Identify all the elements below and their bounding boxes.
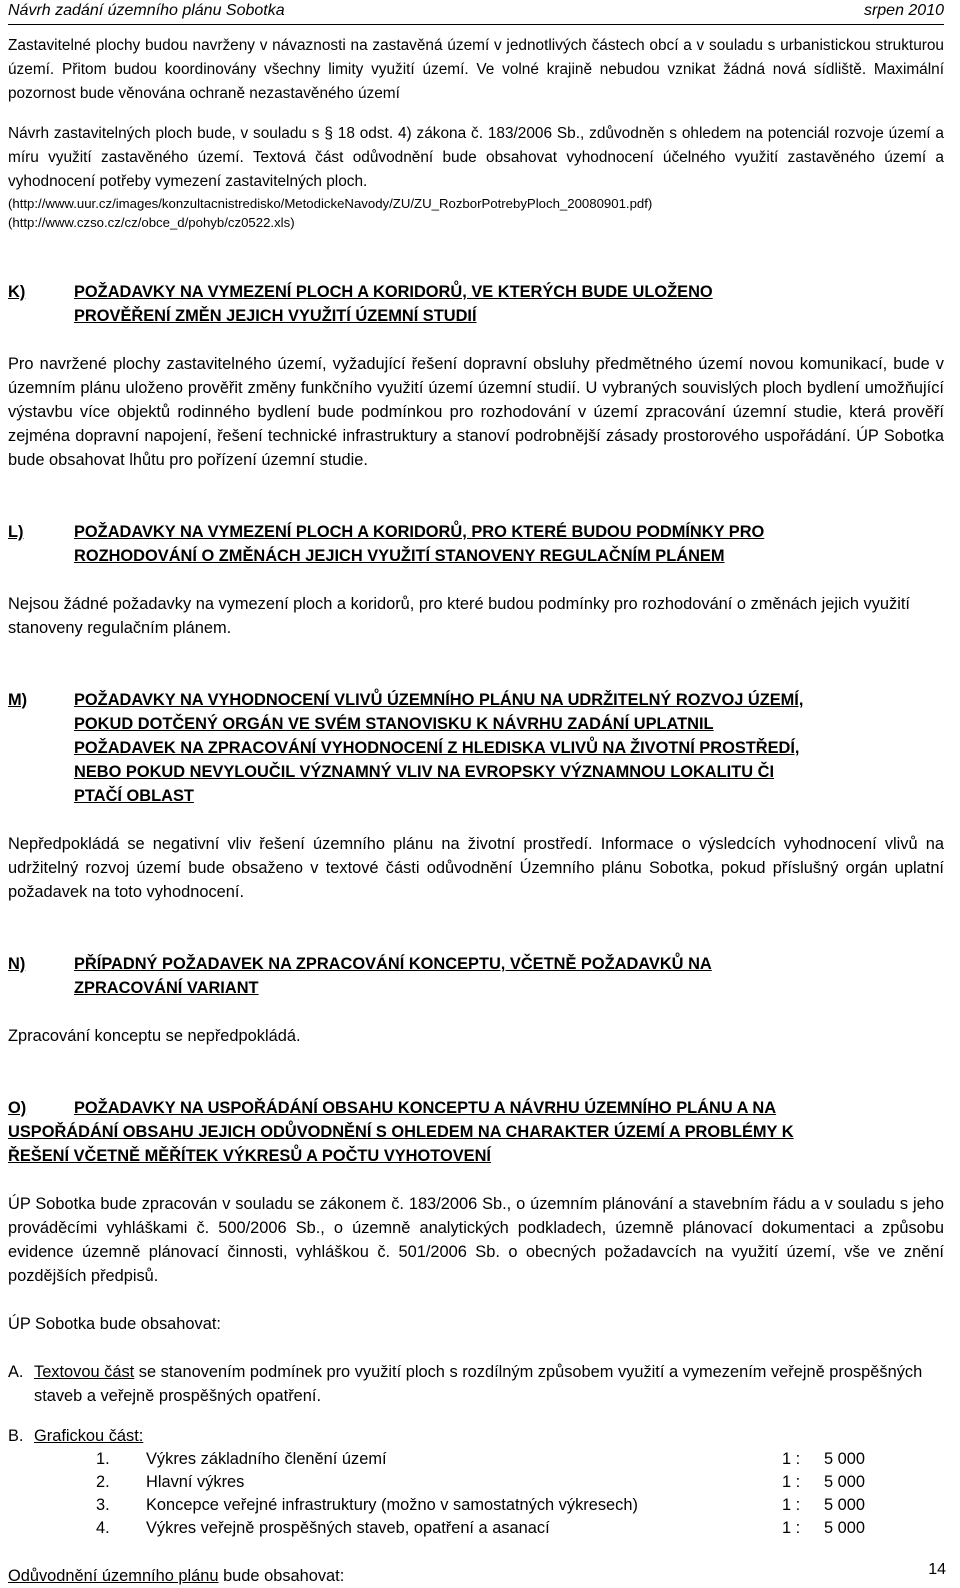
- drawing-name: Výkres veřejně prospěšných staveb, opatření a asanací: [146, 1519, 550, 1537]
- section-n: [8, 952, 944, 1000]
- drawing-ratio: 1 :: [782, 1473, 801, 1491]
- drawing-name: Hlavní výkres: [146, 1473, 245, 1491]
- section-k-text: Pro navržené plochy zastavitelného území, vyžadující řešení dopravní obsluhy předmětného území novou komunikací, bude v územním plánu uloženo prověřit změny funkčního využití území územní studií. U vybraných souvislých ploch bydlení umožňující výstavbu více objektů rodinného bydlení bude podmínkou pro rozhodování v území zpracování územní studie, která prověří zejména dopravní napojení, řešení technické infrastruktury a stanoví podrobnější zásady prostorového uspořádání. ÚP Sobotka bude obsahovat lhůtu pro pořízení územní studie.: [8, 355, 944, 469]
- section-m-text: Nepředpokládá se negativní vliv řešení územního plánu na životní prostředí. Informace o výsledcích vyhodnocení vlivů na udržitelný rozvoj území bude obsaženo v textové části odůvodnění Územního plánu Sobotka, pokud příslušný orgán uplatní požadavek na toto vyhodnocení.: [8, 835, 944, 901]
- intro-paragraph-2: Návrh zastavitelných ploch bude, v souladu s § 18 odst. 4) zákona č. 183/2006 Sb., zdůvodněn s ohledem na potenciál rozvoje území a míru využití zastavěného území. Textová část odůvodnění bude obsahovat vyhodnocení účelného využití zastavěného území a vyhodnocení potřeby vymezení zastavitelných ploch.: [8, 125, 944, 190]
- intro-paragraph-1: Zastavitelné plochy budou navrženy v návaznosti na zastavěná území v jednotlivých částech obcí a v souladu s urbanistickou strukturou území. Přitom budou koordinovány všechny limity využití území. Ve volné krajině nebudou vznikat žádná nová sídliště. Maximální pozornost bude věnována ochraně nezastavěného území: [8, 37, 944, 102]
- page-number: 14: [928, 1561, 946, 1578]
- drawing-row: [96, 1494, 884, 1517]
- drawing-scale: 5 000: [824, 1473, 866, 1491]
- page-content: [8, 34, 944, 1588]
- section-o-contents-intro: ÚP Sobotka bude obsahovat:: [8, 1315, 221, 1333]
- section-n-letter: N): [8, 955, 26, 973]
- section-o: [8, 1096, 944, 1168]
- section-k: [8, 280, 944, 328]
- section-l-letter: L): [8, 523, 24, 541]
- drawing-row: [96, 1517, 884, 1540]
- link-czso[interactable]: (http://www.czso.cz/cz/obce_d/pohyb/cz0522.xls): [8, 215, 295, 230]
- item-a-text: se stanovením podmínek pro využití ploch s rozdílným způsobem využití a vymezením veřejně prospěšných staveb a veřejně prospěšných opatření.: [34, 1363, 923, 1405]
- drawing-scale: 5 000: [824, 1519, 866, 1537]
- section-o-title: POŽADAVKY NA USPOŘÁDÁNÍ OBSAHU KONCEPTU A NÁVRHU ÚZEMNÍHO PLÁNU A NA USPOŘÁDÁNÍ OBSAHU JEJICH ODŮVODNĚNÍ S OHLEDEM NA CHARAKTER ÚZEMÍ A PROBLÉMY K ŘEŠENÍ VČETNĚ MĚŘÍTEK VÝKRESŮ A POČTU VYHOTOVENÍ: [8, 1099, 794, 1165]
- drawing-number: 1.: [96, 1450, 110, 1468]
- drawing-name: Výkres základního členění území: [146, 1450, 387, 1468]
- section-m-title: POŽADAVKY NA VYHODNOCENÍ VLIVŮ ÚZEMNÍHO PLÁNU NA UDRŽITELNÝ ROZVOJ ÚZEMÍ, POKUD DOTČENÝ ORGÁN VE SVÉM STANOVISKU K NÁVRHU ZADÁNÍ UPLATNIL POŽADAVEK NA ZPRACOVÁNÍ VYHODNOCENÍ Z HLEDISKA VLIVŮ NA ŽIVOTNÍ PROSTŘEDÍ, NEBO POKUD NEVYLOUČIL VÝZNAMNÝ VLIV NA EVROPSKY VÝZNAMNOU LOKALITU ČI PTAČÍ OBLAST: [74, 691, 804, 805]
- item-b-label: Grafickou část:: [34, 1427, 144, 1445]
- section-l-title: POŽADAVKY NA VYMEZENÍ PLOCH A KORIDORŮ, PRO KTERÉ BUDOU PODMÍNKY PRO ROZHODOVÁNÍ O ZMĚNÁCH JEJICH VYUŽITÍ STANOVENY REGULAČNÍM PLÁNEM: [74, 523, 765, 565]
- section-n-text: Zpracování konceptu se nepředpokládá.: [8, 1027, 301, 1045]
- item-b-graficka-cast: B. Grafickou část:: [8, 1427, 144, 1445]
- page-header: [8, 0, 944, 25]
- drawing-number: 4.: [96, 1519, 110, 1537]
- link-uur[interactable]: (http://www.uur.cz/images/konzultacnistredisko/MetodickeNavody/ZU/ZU_RozborPotrebyPloch_20080901.pdf): [8, 196, 653, 211]
- drawing-name: Koncepce veřejné infrastruktury (možno v samostatných výkresech): [146, 1496, 638, 1514]
- drawing-ratio: 1 :: [782, 1519, 801, 1537]
- section-m-letter: M): [8, 691, 28, 709]
- intro-links: [8, 194, 944, 232]
- drawing-number: 2.: [96, 1473, 110, 1491]
- drawing-number: 3.: [96, 1496, 110, 1514]
- item-a-textova-cast: A. Textovou část se stanovením podmínek pro využití ploch s rozdílným způsobem využití a vymezením veřejně prospěšných staveb a veřejně prospěšných opatření.: [8, 1363, 923, 1405]
- drawing-ratio: 1 :: [782, 1450, 801, 1468]
- drawing-scale: 5 000: [824, 1450, 866, 1468]
- drawing-scale: 5 000: [824, 1496, 866, 1514]
- drawings-table: [96, 1448, 884, 1540]
- header-date: srpen 2010: [863, 2, 944, 19]
- section-m: [8, 688, 944, 808]
- section-l-text: Nejsou žádné požadavky na vymezení ploch a koridorů, pro které budou podmínky pro rozhodování o změnách jejich využití stanoveny regulačním plánem.: [8, 595, 910, 637]
- drawing-row: [96, 1448, 884, 1471]
- section-l: [8, 520, 944, 568]
- header-document-title: Návrh zadání územního plánu Sobotka: [8, 2, 285, 19]
- odouvodneni-label: Odůvodnění územního plánu: [8, 1567, 219, 1585]
- odouvodneni-line: Odůvodnění územního plánu bude obsahovat:: [8, 1567, 345, 1585]
- section-o-letter: O): [8, 1099, 27, 1117]
- section-k-title: POŽADAVKY NA VYMEZENÍ PLOCH A KORIDORŮ, VE KTERÝCH BUDE ULOŽENO PROVĚŘENÍ ZMĚN JEJICH VYUŽITÍ ÚZEMNÍ STUDIÍ: [74, 283, 713, 325]
- drawing-row: [96, 1471, 884, 1494]
- section-k-letter: K): [8, 283, 26, 301]
- item-a-label: Textovou část: [34, 1363, 135, 1381]
- section-o-text: ÚP Sobotka bude zpracován v souladu se zákonem č. 183/2006 Sb., o územním plánování a stavebním řádu a v souladu s jeho prováděcími vyhláškami č. 500/2006 Sb., o územně analytických podkladech, územně plánovací dokumentaci a způsobu evidence územně plánovací činnosti, vyhláškou č. 501/2006 Sb. o obecných požadavcích na využití území, vše ve znění pozdějších předpisů.: [8, 1195, 944, 1285]
- section-n-title: PŘÍPADNÝ POŽADAVEK NA ZPRACOVÁNÍ KONCEPTU, VČETNĚ POŽADAVKŮ NA ZPRACOVÁNÍ VARIANT: [74, 955, 712, 997]
- drawing-ratio: 1 :: [782, 1496, 801, 1514]
